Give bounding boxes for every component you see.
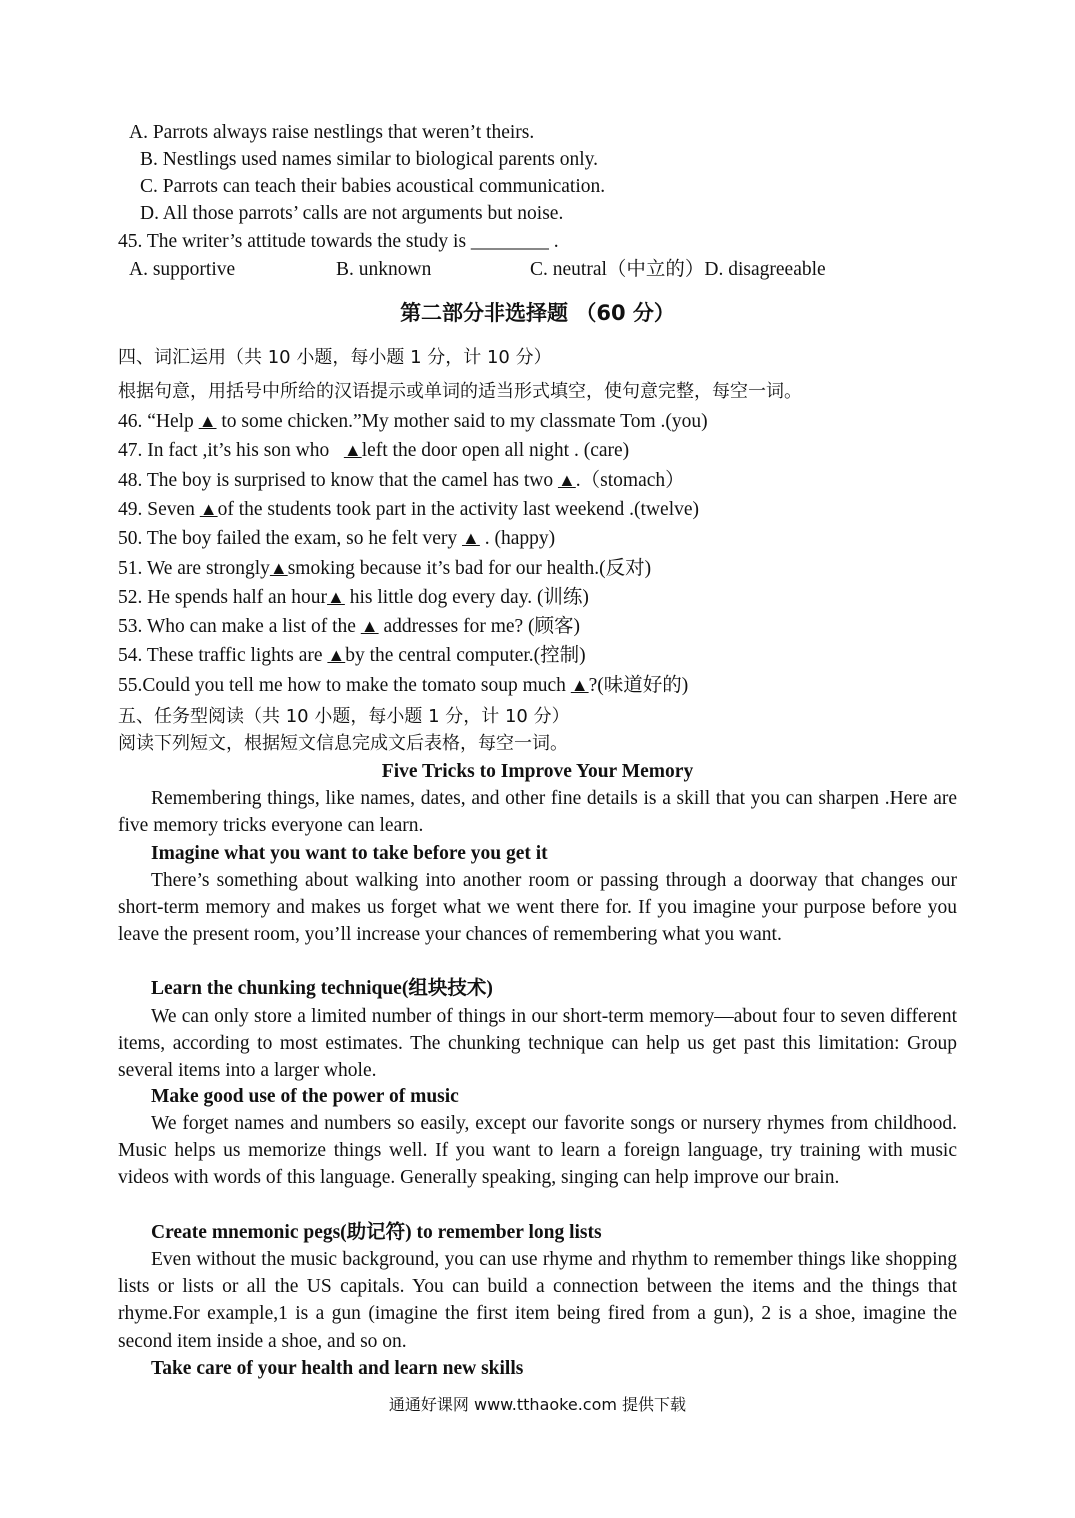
vocab-question-53: [118, 613, 580, 640]
question-text-after: smoking because it’s bad for our health.(反对): [287, 557, 652, 579]
question-text-after: .（stomach）: [575, 469, 685, 491]
trick-1-paragraph: There’s something about walking into another room or passing through a doorway that changes our short-term memory and makes us forget what we went there for. If you imagine your purpose before you leave the present room, you’ll increase your chances of remembering what you want.: [118, 870, 957, 946]
page-footer: 通通好课网 www.tthaoke.com 提供下载: [388, 1395, 687, 1414]
intro-paragraph: Remembering things, like names, dates, and other fine details is a skill that you can sharpen .Here are five memory tricks everyone can learn.: [118, 788, 957, 837]
part2-title: 第二部分非选择题 （60 分）: [400, 301, 675, 325]
answer-blank-mark[interactable]: ▲: [269, 557, 288, 578]
question-text-after: his little dog every day. (训练): [344, 586, 589, 608]
answer-blank-mark[interactable]: ▲: [570, 674, 589, 695]
trick-2-heading: Learn the chunking technique(组块技术): [151, 978, 493, 999]
q44-option-d: D. All those parrots’ calls are not arguments but noise.: [140, 203, 564, 224]
vocab-question-48: [118, 467, 685, 494]
question-text-before: 53. Who can make a list of the: [118, 616, 361, 638]
question-text-before: 49. Seven: [118, 498, 200, 520]
answer-blank-mark[interactable]: ▲: [557, 469, 576, 490]
q44-option-b: B. Nestlings used names similar to biological parents only.: [140, 149, 599, 170]
passage-intro: [118, 785, 957, 839]
trick-3-body: [118, 1110, 957, 1192]
trick-3-paragraph: We forget names and numbers so easily, except our favorite songs or nursery rhymes from childhood. Music helps us memorize things well. If you want to learn a foreign language, try training with music videos with words of this language. Generally speaking, singing can help improve our brain.: [118, 1113, 957, 1189]
vocab-question-52: [118, 584, 589, 611]
trick-2-body: [118, 1003, 957, 1085]
question-text-before: 50. The boy failed the exam, so he felt very: [118, 528, 463, 550]
q44-option-a: A. Parrots always raise nestlings that weren’t theirs.: [129, 122, 535, 143]
question-text-after: to some chicken.”My mother said to my classmate Tom .(you): [216, 411, 708, 432]
q44-option-c: C. Parrots can teach their babies acoustical communication.: [140, 176, 606, 197]
question-text-before: 47. In fact ,it’s his son who: [118, 440, 344, 462]
question-text-after: . (happy): [479, 528, 556, 550]
vocab-question-51: [118, 555, 651, 582]
vocab-question-46: [118, 408, 708, 435]
trick-4-body: [118, 1246, 957, 1355]
section4-heading: 四、词汇运用（共 10 小题，每小题 1 分，计 10 分）: [118, 347, 552, 368]
q45-option-c: C. neutral（中立的）D. disagreeable: [530, 259, 826, 280]
section4-instruction: 根据句意，用括号中所给的汉语提示或单词的适当形式填空，使句意完整，每空一词。: [118, 381, 802, 402]
question-text-after: left the door open all night . (care): [361, 440, 630, 462]
answer-blank-mark[interactable]: ▲: [360, 616, 379, 637]
vocab-question-55: [118, 672, 688, 699]
vocab-question-47: [118, 437, 629, 464]
q45-option-a: A. supportive: [129, 259, 236, 280]
question-text-after: by the central computer.(控制): [345, 645, 586, 667]
trick-2-paragraph: We can only store a limited number of things in our short-term memory—about four to seven different items, according to most estimates. The chunking technique can help us get past this limitation: Group several items into a larger whole.: [118, 1006, 957, 1082]
answer-blank-mark[interactable]: ▲: [198, 411, 217, 431]
answer-blank-mark[interactable]: ▲: [343, 440, 362, 461]
trick-3-heading: Make good use of the power of music: [151, 1086, 459, 1107]
passage-title: Five Tricks to Improve Your Memory: [381, 761, 694, 782]
trick-1-body: [118, 867, 957, 949]
trick-5-heading: Take care of your health and learn new skills: [151, 1358, 524, 1379]
trick-4-paragraph: Even without the music background, you can use rhyme and rhythm to remember things like shopping lists or lists or all the US capitals. You can build a connection between the items and the things that rhyme.For example,1 is a gun (imagine the first item being fired from a gun), 2 is a shoe, imagine the second item inside a shoe, and so on.: [118, 1249, 957, 1352]
answer-blank-mark[interactable]: ▲: [327, 645, 346, 666]
question-text-after: of the students took part in the activity last weekend .(twelve): [217, 498, 700, 520]
q45-stem: 45. The writer’s attitude towards the study is ________ .: [118, 231, 559, 252]
answer-blank-mark[interactable]: ▲: [462, 528, 480, 549]
vocab-question-49: [118, 496, 699, 523]
q45-option-b: B. unknown: [336, 259, 432, 280]
answer-blank-mark[interactable]: ▲: [199, 498, 218, 519]
vocab-question-50: [118, 525, 555, 552]
question-text-after: addresses for me? (顾客): [378, 616, 581, 638]
trick-4-heading: Create mnemonic pegs(助记符) to remember long lists: [151, 1222, 602, 1243]
question-text-before: 52. He spends half an hour: [118, 586, 328, 608]
question-text-after: ?(味道好的): [588, 674, 689, 696]
answer-blank-mark[interactable]: ▲: [327, 586, 345, 607]
vocab-question-54: [118, 642, 586, 669]
section5-heading: 五、任务型阅读（共 10 小题，每小题 1 分，计 10 分）: [118, 706, 570, 727]
trick-1-heading: Imagine what you want to take before you get it: [151, 843, 548, 864]
question-text-before: 55.Could you tell me how to make the tomato soup much: [118, 674, 571, 696]
question-text-before: 54. These traffic lights are: [118, 645, 328, 667]
section5-instruction: 阅读下列短文，根据短文信息完成文后表格，每空一词。: [118, 733, 568, 754]
question-text-before: 46. “Help: [118, 411, 199, 432]
question-text-before: 51. We are strongly: [118, 557, 270, 579]
question-text-before: 48. The boy is surprised to know that the camel has two: [118, 469, 558, 491]
